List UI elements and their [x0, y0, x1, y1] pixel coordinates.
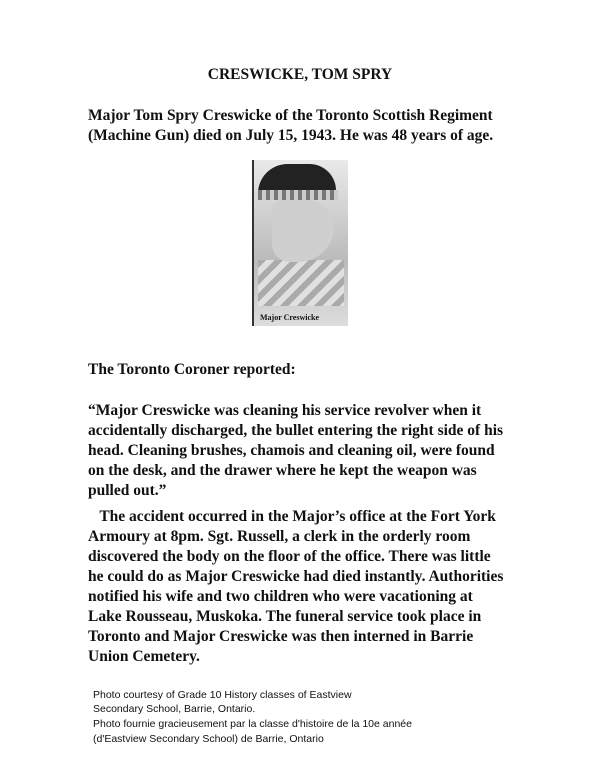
quote-line: head. Cleaning brushes, chamois and cleaning oil, were found [88, 442, 495, 459]
intro-line: Major Tom Spry Creswicke of the Toronto Scottish Regiment [88, 107, 493, 124]
account-line: discovered the body on the floor of the office. There was little [88, 548, 491, 565]
account-line: he could do as Major Creswicke had died instantly. Authorities [88, 568, 504, 585]
photo-caption: Major Creswicke [260, 313, 320, 322]
footer-credit-line: Photo fournie gracieusement par la classe d'histoire de la 10e année [93, 718, 412, 730]
intro-line: (Machine Gun) died on July 15, 1943. He was 48 years of age. [88, 127, 494, 144]
quote-line: accidentally discharged, the bullet entering the right side of his [88, 422, 504, 439]
footer-credit-line: Photo courtesy of Grade 10 History classes of Eastview [93, 689, 352, 701]
quote-line: “Major Creswicke was cleaning his service revolver when it [88, 402, 482, 419]
photo-hat-band [258, 190, 338, 200]
portrait-photo [252, 160, 348, 326]
photo-face [272, 200, 334, 262]
footer-credit-line: Secondary School, Barrie, Ontario. [93, 703, 256, 715]
account-line: Armoury at 8pm. Sgt. Russell, a clerk in the orderly room [88, 528, 471, 545]
account-line: The accident occurred in the Major’s office at the Fort York [88, 508, 496, 525]
account-line: Union Cemetery. [88, 648, 200, 665]
page-title: CRESWICKE, TOM SPRY [207, 66, 393, 83]
account-line: Toronto and Major Creswicke was then interned in Barrie [88, 628, 474, 645]
account-line: notified his wife and two children who were vacationing at [88, 588, 473, 605]
footer-credit-line: (d'Eastview Secondary School) de Barrie, Ontario [93, 733, 324, 745]
quote-line: pulled out.” [88, 482, 167, 499]
quote-line: on the desk, and the drawer where he kept the weapon was [88, 462, 477, 479]
photo-coat [258, 260, 344, 306]
coroner-heading: The Toronto Coroner reported: [88, 361, 296, 378]
account-line: Lake Rousseau, Muskoka. The funeral service took place in [88, 608, 482, 625]
